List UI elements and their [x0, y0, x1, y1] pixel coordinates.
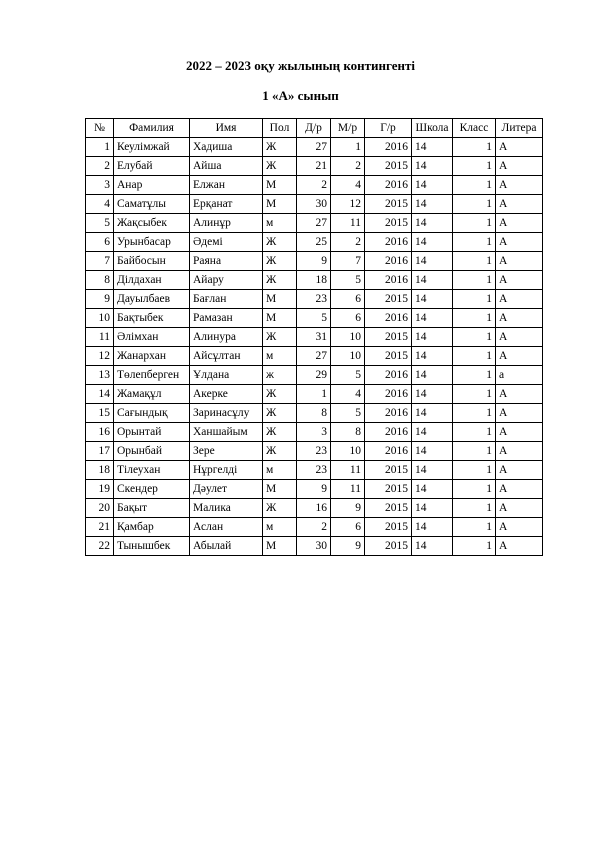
cell-name: Зере — [190, 442, 263, 461]
column-header-birth-year: Г/р — [365, 119, 412, 138]
cell-letter: А — [496, 252, 543, 271]
cell-gender: М — [263, 537, 297, 556]
cell-class: 1 — [453, 347, 496, 366]
cell-birth-day: 1 — [297, 385, 331, 404]
table-row — [86, 157, 543, 176]
cell-number: 7 — [86, 252, 114, 271]
cell-birth-year: 2016 — [365, 366, 412, 385]
table-row — [86, 233, 543, 252]
cell-number: 8 — [86, 271, 114, 290]
cell-birth-month: 1 — [331, 138, 365, 157]
cell-birth-month: 9 — [331, 499, 365, 518]
cell-birth-day: 23 — [297, 461, 331, 480]
cell-birth-day: 27 — [297, 347, 331, 366]
cell-surname: Сағындық — [114, 404, 190, 423]
cell-letter: А — [496, 176, 543, 195]
cell-birth-day: 18 — [297, 271, 331, 290]
cell-birth-month: 7 — [331, 252, 365, 271]
cell-school: 14 — [412, 347, 453, 366]
table-row — [86, 290, 543, 309]
cell-birth-year: 2016 — [365, 442, 412, 461]
cell-class: 1 — [453, 138, 496, 157]
cell-number: 5 — [86, 214, 114, 233]
cell-birth-year: 2015 — [365, 157, 412, 176]
cell-school: 14 — [412, 290, 453, 309]
cell-birth-year: 2016 — [365, 176, 412, 195]
cell-name: Нұргелді — [190, 461, 263, 480]
cell-number: 14 — [86, 385, 114, 404]
cell-letter: А — [496, 328, 543, 347]
cell-birth-day: 30 — [297, 195, 331, 214]
cell-school: 14 — [412, 309, 453, 328]
cell-number: 4 — [86, 195, 114, 214]
cell-number: 12 — [86, 347, 114, 366]
cell-surname: Дауылбаев — [114, 290, 190, 309]
cell-school: 14 — [412, 480, 453, 499]
cell-surname: Төлепберген — [114, 366, 190, 385]
cell-birth-month: 4 — [331, 176, 365, 195]
cell-birth-year: 2015 — [365, 195, 412, 214]
table-row — [86, 309, 543, 328]
cell-class: 1 — [453, 328, 496, 347]
cell-gender: м — [263, 347, 297, 366]
cell-birth-year: 2015 — [365, 214, 412, 233]
cell-number: 10 — [86, 309, 114, 328]
cell-school: 14 — [412, 499, 453, 518]
cell-name: Айсұлтан — [190, 347, 263, 366]
cell-name: Заринасұлу — [190, 404, 263, 423]
cell-birth-month: 12 — [331, 195, 365, 214]
cell-birth-year: 2016 — [365, 423, 412, 442]
column-header-name: Имя — [190, 119, 263, 138]
cell-class: 1 — [453, 195, 496, 214]
cell-class: 1 — [453, 385, 496, 404]
cell-class: 1 — [453, 480, 496, 499]
table-row — [86, 461, 543, 480]
cell-school: 14 — [412, 157, 453, 176]
cell-school: 14 — [412, 461, 453, 480]
cell-name: Алинұр — [190, 214, 263, 233]
table-row — [86, 518, 543, 537]
cell-birth-month: 11 — [331, 480, 365, 499]
column-header-gender: Пол — [263, 119, 297, 138]
cell-birth-year: 2015 — [365, 328, 412, 347]
cell-gender: Ж — [263, 157, 297, 176]
cell-birth-year: 2015 — [365, 461, 412, 480]
cell-birth-month: 6 — [331, 309, 365, 328]
cell-birth-day: 2 — [297, 176, 331, 195]
cell-birth-year: 2015 — [365, 518, 412, 537]
column-header-birth-month: М/р — [331, 119, 365, 138]
contingent-table — [85, 118, 543, 556]
cell-birth-day: 8 — [297, 404, 331, 423]
cell-birth-month: 5 — [331, 271, 365, 290]
cell-number: 19 — [86, 480, 114, 499]
cell-birth-day: 16 — [297, 499, 331, 518]
cell-name: Рамазан — [190, 309, 263, 328]
cell-surname: Жамақұл — [114, 385, 190, 404]
cell-number: 3 — [86, 176, 114, 195]
cell-name: Аслан — [190, 518, 263, 537]
cell-school: 14 — [412, 404, 453, 423]
cell-school: 14 — [412, 195, 453, 214]
cell-school: 14 — [412, 252, 453, 271]
cell-class: 1 — [453, 461, 496, 480]
cell-gender: м — [263, 214, 297, 233]
cell-birth-month: 10 — [331, 442, 365, 461]
cell-school: 14 — [412, 518, 453, 537]
cell-birth-day: 27 — [297, 138, 331, 157]
cell-number: 2 — [86, 157, 114, 176]
cell-birth-month: 11 — [331, 214, 365, 233]
cell-class: 1 — [453, 176, 496, 195]
cell-name: Бағлан — [190, 290, 263, 309]
cell-letter: А — [496, 461, 543, 480]
cell-birth-year: 2015 — [365, 480, 412, 499]
cell-surname: Анар — [114, 176, 190, 195]
cell-letter: А — [496, 233, 543, 252]
cell-birth-month: 9 — [331, 537, 365, 556]
cell-surname: Бақтыбек — [114, 309, 190, 328]
cell-number: 17 — [86, 442, 114, 461]
table-row — [86, 195, 543, 214]
cell-gender: Ж — [263, 404, 297, 423]
table-row — [86, 347, 543, 366]
cell-surname: Орынбай — [114, 442, 190, 461]
cell-surname: Урынбасар — [114, 233, 190, 252]
cell-birth-day: 27 — [297, 214, 331, 233]
table-row — [86, 366, 543, 385]
cell-school: 14 — [412, 385, 453, 404]
cell-gender: Ж — [263, 252, 297, 271]
cell-number: 20 — [86, 499, 114, 518]
table-row — [86, 176, 543, 195]
cell-birth-day: 21 — [297, 157, 331, 176]
cell-birth-month: 10 — [331, 347, 365, 366]
column-header-birth-day: Д/р — [297, 119, 331, 138]
cell-school: 14 — [412, 214, 453, 233]
cell-class: 1 — [453, 423, 496, 442]
cell-letter: А — [496, 157, 543, 176]
cell-birth-year: 2015 — [365, 499, 412, 518]
cell-birth-year: 2015 — [365, 347, 412, 366]
cell-birth-day: 5 — [297, 309, 331, 328]
cell-birth-day: 23 — [297, 442, 331, 461]
cell-letter: А — [496, 138, 543, 157]
cell-number: 18 — [86, 461, 114, 480]
cell-birth-day: 30 — [297, 537, 331, 556]
table-row — [86, 214, 543, 233]
cell-class: 1 — [453, 271, 496, 290]
cell-surname: Бақыт — [114, 499, 190, 518]
cell-birth-month: 6 — [331, 518, 365, 537]
cell-name: Елжан — [190, 176, 263, 195]
cell-birth-year: 2016 — [365, 233, 412, 252]
cell-birth-day: 29 — [297, 366, 331, 385]
cell-birth-day: 23 — [297, 290, 331, 309]
cell-gender: Ж — [263, 138, 297, 157]
cell-class: 1 — [453, 404, 496, 423]
cell-letter: А — [496, 347, 543, 366]
cell-name: Айару — [190, 271, 263, 290]
cell-class: 1 — [453, 499, 496, 518]
cell-birth-day: 31 — [297, 328, 331, 347]
cell-letter: А — [496, 309, 543, 328]
cell-gender: М — [263, 176, 297, 195]
cell-birth-month: 2 — [331, 157, 365, 176]
cell-letter: А — [496, 404, 543, 423]
cell-gender: м — [263, 518, 297, 537]
cell-birth-day: 3 — [297, 423, 331, 442]
cell-gender: Ж — [263, 271, 297, 290]
cell-birth-month: 6 — [331, 290, 365, 309]
cell-gender: Ж — [263, 499, 297, 518]
cell-class: 1 — [453, 252, 496, 271]
cell-letter: А — [496, 271, 543, 290]
cell-number: 22 — [86, 537, 114, 556]
table-row — [86, 252, 543, 271]
cell-name: Ұлдана — [190, 366, 263, 385]
cell-birth-year: 2016 — [365, 252, 412, 271]
cell-name: Малика — [190, 499, 263, 518]
cell-number: 1 — [86, 138, 114, 157]
cell-birth-month: 4 — [331, 385, 365, 404]
table-body — [86, 138, 543, 556]
cell-birth-day: 9 — [297, 252, 331, 271]
cell-letter: А — [496, 423, 543, 442]
table-row — [86, 442, 543, 461]
column-header-school: Школа — [412, 119, 453, 138]
cell-number: 16 — [86, 423, 114, 442]
cell-birth-day: 2 — [297, 518, 331, 537]
table-row — [86, 480, 543, 499]
cell-letter: А — [496, 518, 543, 537]
cell-school: 14 — [412, 423, 453, 442]
cell-name: Алинура — [190, 328, 263, 347]
cell-gender: ж — [263, 366, 297, 385]
cell-gender: Ж — [263, 442, 297, 461]
cell-birth-year: 2015 — [365, 537, 412, 556]
table-row — [86, 499, 543, 518]
cell-number: 11 — [86, 328, 114, 347]
cell-class: 1 — [453, 157, 496, 176]
cell-birth-day: 25 — [297, 233, 331, 252]
cell-gender: М — [263, 480, 297, 499]
cell-surname: Қамбар — [114, 518, 190, 537]
cell-name: Ерқанат — [190, 195, 263, 214]
cell-class: 1 — [453, 290, 496, 309]
cell-gender: М — [263, 290, 297, 309]
cell-surname: Әлімхан — [114, 328, 190, 347]
cell-number: 15 — [86, 404, 114, 423]
cell-birth-month: 8 — [331, 423, 365, 442]
table-row — [86, 404, 543, 423]
table-row — [86, 271, 543, 290]
column-header-number: № — [86, 119, 114, 138]
cell-birth-year: 2016 — [365, 385, 412, 404]
cell-birth-year: 2015 — [365, 290, 412, 309]
cell-school: 14 — [412, 233, 453, 252]
cell-gender: м — [263, 461, 297, 480]
cell-surname: Елубай — [114, 157, 190, 176]
cell-school: 14 — [412, 537, 453, 556]
cell-birth-year: 2016 — [365, 138, 412, 157]
cell-number: 21 — [86, 518, 114, 537]
column-header-class: Класс — [453, 119, 496, 138]
cell-letter: А — [496, 480, 543, 499]
cell-birth-day: 9 — [297, 480, 331, 499]
cell-letter: А — [496, 442, 543, 461]
cell-school: 14 — [412, 271, 453, 290]
cell-school: 14 — [412, 442, 453, 461]
cell-number: 13 — [86, 366, 114, 385]
cell-letter: А — [496, 195, 543, 214]
table-row — [86, 423, 543, 442]
cell-birth-year: 2016 — [365, 271, 412, 290]
cell-surname: Тілеухан — [114, 461, 190, 480]
cell-birth-month: 2 — [331, 233, 365, 252]
cell-birth-month: 10 — [331, 328, 365, 347]
cell-surname: Орынтай — [114, 423, 190, 442]
cell-birth-year: 2016 — [365, 309, 412, 328]
cell-surname: Байбосын — [114, 252, 190, 271]
cell-surname: Саматұлы — [114, 195, 190, 214]
cell-surname: Жанархан — [114, 347, 190, 366]
cell-name: Дәулет — [190, 480, 263, 499]
cell-surname: Скендер — [114, 480, 190, 499]
column-header-surname: Фамилия — [114, 119, 190, 138]
cell-name: Ханшайым — [190, 423, 263, 442]
cell-number: 6 — [86, 233, 114, 252]
cell-letter: а — [496, 366, 543, 385]
cell-letter: А — [496, 499, 543, 518]
cell-school: 14 — [412, 138, 453, 157]
cell-class: 1 — [453, 537, 496, 556]
cell-name: Абылай — [190, 537, 263, 556]
cell-surname: Кеулімжай — [114, 138, 190, 157]
cell-name: Акерке — [190, 385, 263, 404]
column-header-letter: Литера — [496, 119, 543, 138]
cell-name: Хадиша — [190, 138, 263, 157]
document-title: 2022 – 2023 оқу жылының контингенті — [185, 58, 416, 73]
cell-class: 1 — [453, 518, 496, 537]
cell-school: 14 — [412, 176, 453, 195]
cell-class: 1 — [453, 442, 496, 461]
cell-letter: А — [496, 537, 543, 556]
table-row — [86, 537, 543, 556]
cell-number: 9 — [86, 290, 114, 309]
cell-class: 1 — [453, 233, 496, 252]
cell-class: 1 — [453, 309, 496, 328]
cell-letter: А — [496, 290, 543, 309]
class-subtitle: 1 «А» сынып — [262, 88, 339, 103]
cell-birth-year: 2016 — [365, 404, 412, 423]
cell-school: 14 — [412, 328, 453, 347]
cell-gender: М — [263, 309, 297, 328]
cell-letter: А — [496, 385, 543, 404]
cell-surname: Ділдахан — [114, 271, 190, 290]
cell-surname: Тынышбек — [114, 537, 190, 556]
table-row — [86, 328, 543, 347]
cell-gender: Ж — [263, 328, 297, 347]
cell-class: 1 — [453, 366, 496, 385]
cell-school: 14 — [412, 366, 453, 385]
cell-name: Айша — [190, 157, 263, 176]
cell-birth-month: 11 — [331, 461, 365, 480]
table-header-row — [86, 119, 543, 138]
table-row — [86, 385, 543, 404]
cell-gender: М — [263, 195, 297, 214]
cell-gender: Ж — [263, 385, 297, 404]
cell-letter: А — [496, 214, 543, 233]
cell-gender: Ж — [263, 423, 297, 442]
cell-birth-month: 5 — [331, 366, 365, 385]
cell-gender: Ж — [263, 233, 297, 252]
cell-class: 1 — [453, 214, 496, 233]
cell-name: Әдемі — [190, 233, 263, 252]
cell-name: Раяна — [190, 252, 263, 271]
table-row — [86, 138, 543, 157]
cell-surname: Жақсыбек — [114, 214, 190, 233]
cell-birth-month: 5 — [331, 404, 365, 423]
